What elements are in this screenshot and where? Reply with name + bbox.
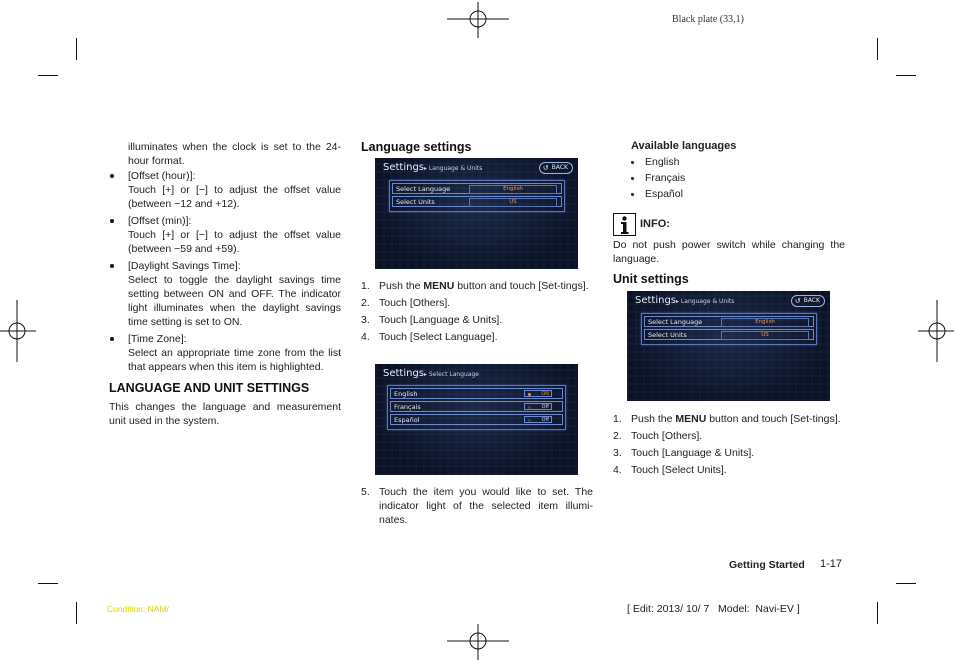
list-item-label: [Offset (hour)]: bbox=[128, 170, 196, 182]
screen-panel bbox=[389, 180, 565, 212]
list-item-desc: Select an appropriate time zone from the list that appears when this item is highlighted. bbox=[128, 347, 341, 373]
screen-row-value: US bbox=[469, 198, 557, 207]
screen-row-value: US bbox=[721, 331, 809, 340]
info-label: INFO: bbox=[640, 218, 670, 230]
unit-settings-heading: Unit settings bbox=[613, 272, 689, 286]
language-units-screen bbox=[375, 158, 578, 269]
page-number: 1-17 bbox=[820, 558, 843, 570]
info-text: Do not push power switch while changing the language. bbox=[613, 239, 845, 265]
available-languages-heading: Available languages bbox=[631, 140, 737, 152]
list-item: English bbox=[631, 155, 685, 169]
info-icon bbox=[613, 213, 636, 236]
bullet-icon bbox=[110, 219, 114, 223]
section-heading: LANGUAGE AND UNIT SETTINGS bbox=[109, 381, 310, 395]
list-item-desc: Touch [+] or [−] to adjust the offset value (between −12 and +12). bbox=[128, 184, 341, 210]
list-item-desc: Touch [+] or [−] to adjust the offset value (between −59 and +59). bbox=[128, 229, 341, 255]
registration-mark-right-icon bbox=[918, 300, 954, 362]
screen-row-value: English bbox=[469, 185, 557, 194]
screen-row: Español Off bbox=[390, 414, 563, 425]
steps-list-a bbox=[361, 279, 593, 344]
list-item bbox=[110, 332, 341, 374]
registration-mark-top-icon bbox=[447, 2, 509, 38]
edit-info: [ Edit: 2013/ 10/ 7 Model: Navi-EV ] bbox=[627, 603, 800, 615]
list-item bbox=[110, 259, 341, 329]
list-item: Français bbox=[631, 171, 685, 185]
indicator-off: Off bbox=[524, 416, 552, 423]
languages-list bbox=[631, 155, 685, 201]
back-button: ↺ BACK bbox=[539, 162, 573, 174]
list-item bbox=[110, 169, 341, 211]
list-item-label: [Offset (min)]: bbox=[128, 215, 192, 227]
list-item-label: [Daylight Savings Time]: bbox=[128, 260, 241, 272]
screen-row: Français Off bbox=[390, 401, 563, 412]
screen-title: Settings▸ Language & Units bbox=[635, 295, 735, 306]
registration-mark-left-icon bbox=[0, 300, 36, 362]
bullet-icon bbox=[110, 337, 114, 341]
step-item: 1. Push the MENU button and touch [Set-tings]. bbox=[613, 413, 841, 425]
step-item: 3. Touch [Language & Units]. bbox=[361, 314, 503, 326]
registration-mark-bottom-icon bbox=[447, 624, 509, 660]
screen-panel bbox=[387, 385, 566, 430]
bullet-icon bbox=[631, 177, 634, 180]
step-item: 1. Push the MENU button and touch [Set-tings]. bbox=[361, 280, 589, 292]
section-body: This changes the language and measurement unit used in the system. bbox=[109, 401, 341, 427]
steps-list-b bbox=[613, 412, 845, 477]
bullet-icon bbox=[631, 161, 634, 164]
list-item-desc: Select to toggle the daylight savings time setting between ON and OFF. The indicator light illuminates when the daylight savings time setting is set to ON. bbox=[128, 274, 341, 328]
screen-title: Settings▸ Language & Units bbox=[383, 162, 483, 173]
step-item: 5. Touch the item you would like to set. The indicator light of the selected item illumi-nates. bbox=[361, 486, 593, 526]
clock-intro-text: illuminates when the clock is set to the 24-hour format. bbox=[128, 141, 341, 167]
screen-row: Select Language English bbox=[392, 183, 562, 194]
footer-section: Getting Started bbox=[729, 559, 805, 571]
select-language-screen bbox=[375, 364, 578, 475]
back-button: ↺ BACK bbox=[791, 295, 825, 307]
screen-row: Select Units US bbox=[644, 329, 814, 340]
step-item: 4. Touch [Select Units]. bbox=[613, 464, 727, 476]
screen-row-value: English bbox=[721, 318, 809, 327]
list-item bbox=[110, 214, 341, 256]
unit-settings-screen bbox=[627, 291, 830, 401]
list-item: Español bbox=[631, 187, 685, 201]
bullet-icon bbox=[110, 264, 114, 268]
indicator-on: ON bbox=[524, 390, 552, 397]
screen-title: Settings▸ Select Language bbox=[383, 368, 479, 379]
screen-row: English ON bbox=[390, 388, 563, 399]
screen-row: Select Units US bbox=[392, 196, 562, 207]
screen-panel bbox=[641, 313, 817, 345]
plate-label: Black plate (33,1) bbox=[672, 14, 744, 25]
step-item: 2. Touch [Others]. bbox=[361, 297, 451, 309]
indicator-off: Off bbox=[524, 403, 552, 410]
list-item-label: [Time Zone]: bbox=[128, 333, 187, 345]
bullet-icon bbox=[631, 193, 634, 196]
step-item: 4. Touch [Select Language]. bbox=[361, 331, 498, 343]
step-item: 2. Touch [Others]. bbox=[613, 430, 703, 442]
screen-row: Select Language English bbox=[644, 316, 814, 327]
settings-list bbox=[110, 169, 341, 374]
step-item: 3. Touch [Language & Units]. bbox=[613, 447, 755, 459]
language-settings-heading: Language settings bbox=[361, 140, 472, 154]
bullet-icon bbox=[110, 174, 114, 178]
condition-label: Condition: NAM/ bbox=[107, 604, 169, 614]
